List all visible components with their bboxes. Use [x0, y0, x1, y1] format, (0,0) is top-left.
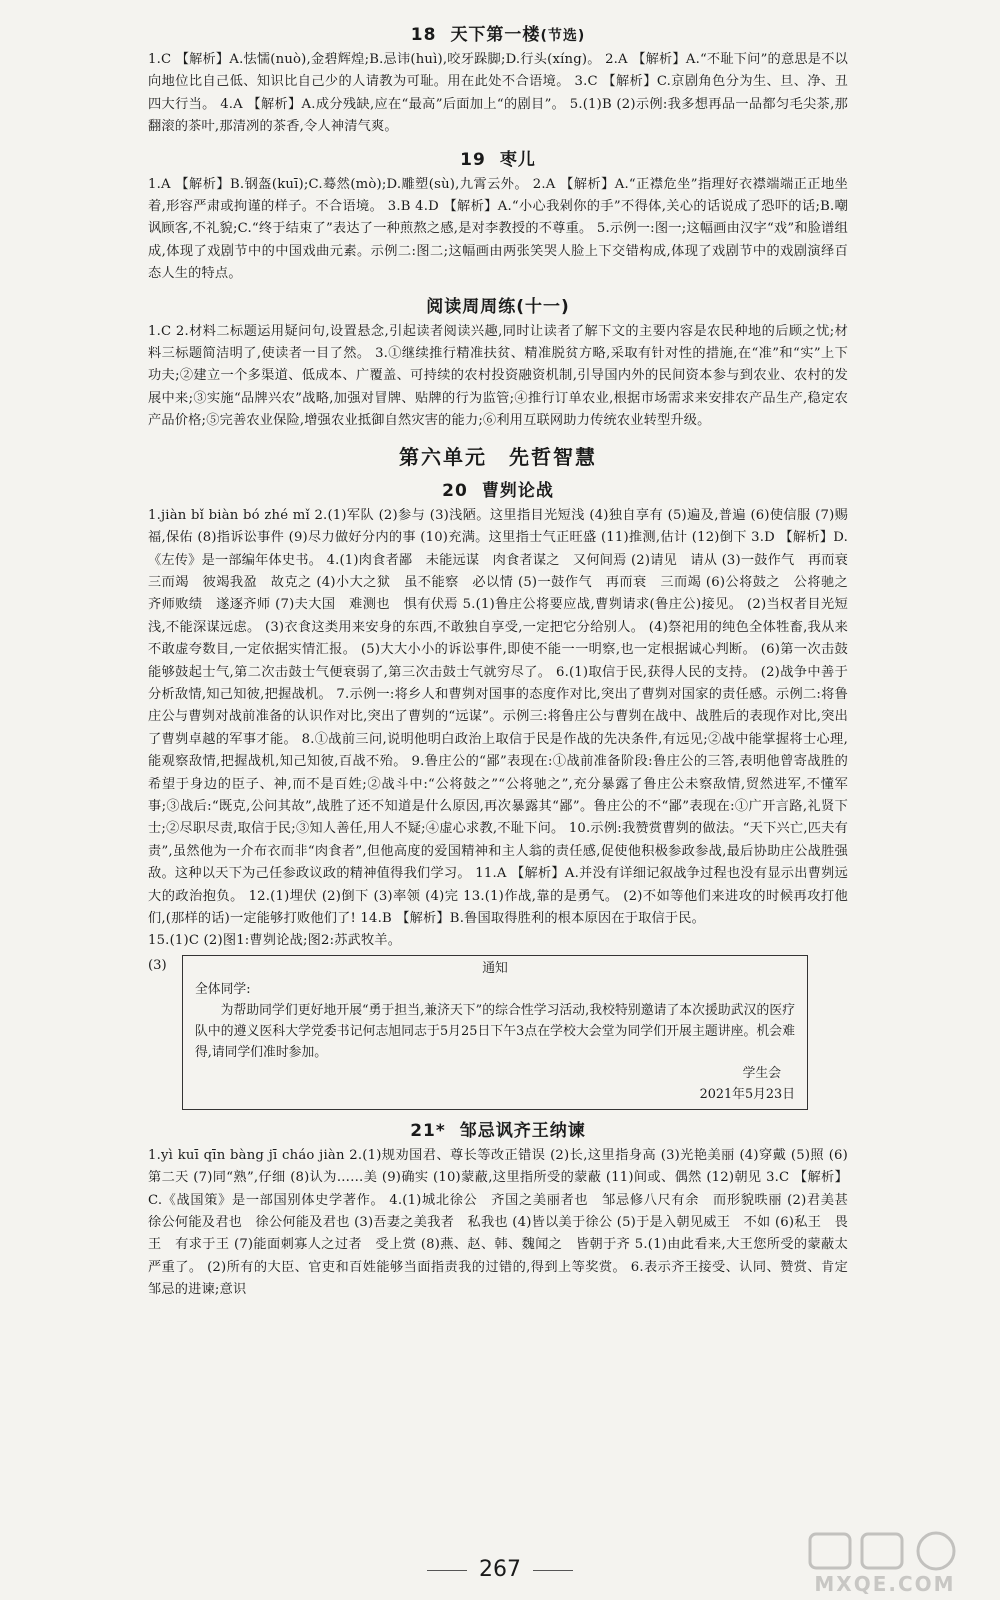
- section-19-answers: 1.A 【解析】B.钢盔(kuī);C.蓦然(mò);D.雕塑(sù),九霄云外。 2.A 【解析】A.“正襟危坐”指理好衣襟端端正正地坐着,形容严肃或拘谨的样子。不合语境。 3.B 4.D 【解析】A.“小心我剁你的手”不得体,关心的话说成了恐吓的话;B.嘲讽顾客,不礼貌;C.“终于结束了”表达了一种煎熬之感,是对李教授的不尊重。 5.示例一:图一;这幅画由汉字“戏”和脸谱组成,体现了戏剧节中的中国戏曲元素。示例二:图二;这幅画由两张笑哭人脸上下交错构成,体现了戏剧节中的戏剧演绎百态人生的特点。: [148, 176, 848, 282]
- section-20-answers: 1.jiàn bǐ biàn bó zhé mǐ 2.(1)军队 (2)参与 (3)浅陋。这里指目光短浅 (4)独自享有 (5)遍及,普遍 (6)使信服 (7)赐福,保佑 (8)指诉讼事件 (9)尽力做好分内的事 (10)充满。这里指士气正旺盛 (11)推测,估计 (12)倒下 3.D 【解析】D.《左传》是一部编年体史书。 4.(1)肉食者鄙 未能远谋 肉食者谋之 又何间焉 (2)请见 请从 (3)一鼓作气 再而衰 三而竭 彼竭我盈 故克之 (4)小大之狱 虽不能察 必以情 (5)一鼓作气 再而衰 三而竭 (6)公将鼓之 公将驰之 齐师败绩 遂逐齐师 (7)夫大国 难测也 惧有伏焉 5.(1)鲁庄公将要应战,曹刿请求(鲁庄公)接见。 (2)当权者目光短浅,不能深谋远虑。 (3)衣食这类用来安身的东西,不敢独自享受,一定把它分给别人。 (4)祭祀用的纯色全体牲畜,我从来不敢虚夸数目,一定依据实情汇报。 (5)大大小小的诉讼事件,即使不能一一明察,也一定根据诚心判断。 (6)第一次击鼓能够鼓起士气,第二次击鼓士气便衰弱了,第三次击鼓士气就穷尽了。 6.(1)取信于民,获得人民的支持。 (2)战争中善于分析敌情,知己知彼,把握战机。 7.示例一:将乡人和曹刿对国事的态度作对比,突出了曹刿对国家的责任感。示例二:将鲁庄公与曹刿对战前准备的认识作对比,突出了曹刿的“远谋”。示例三:将鲁庄公与曹刿在战中、战胜后的表现作对比,突出了曹刿卓越的军事才能。 8.①战前三问,说明他明白政治上取信于民是作战的先决条件,有远见;②战中能掌握将士心理,能观察敌情,把握战机,知己知彼,百战不殆。 9.鲁庄公的“鄙”表现在:①战前准备阶段:鲁庄公的三答,表明他曾寄战胜的希望于身边的臣子、神,而不是百姓;②战斗中:“公将鼓之”“公将驰之”,充分暴露了鲁庄公未察敌情,贸然进军,不懂军事;③战后:“既克,公问其故”,战胜了还不知道是什么原因,再次暴露其“鄙”。鲁庄公的不“鄙”表现在:①广开言路,礼贤下士;②尽职尽责,取信于民;③知人善任,用人不疑;④虚心求教,不耻下问。 10.示例:我赞赏曹刿的做法。“天下兴亡,匹夫有责”,虽然他为一介布衣而非“肉食者”,但他高度的爱国精神和主人翁的责任感,促使他积极参政参战,最后协助庄公战胜强敌。这种以天下为己任参政议政的精神值得我们学习。 11.A 【解析】A.并没有详细记叙战争过程也没有显示出曹刿远大的政治抱负。 12.(1)埋伏 (2)倒下 (3)率领 (4)完 13.(1)作战,靠的是勇气。 (2)不如等他们来进攻的时候再攻打他们,(那样的话)一定能够打败他们了! 14.B 【解析】B.鲁国取得胜利的根本原因在于取信于民。: [148, 507, 862, 926]
- section-name: 阅读周周练(十一): [426, 296, 570, 317]
- notice-title: 通知: [482, 960, 508, 976]
- notice-box: [182, 955, 808, 1110]
- notice-signature: 学生会: [742, 1065, 781, 1081]
- section-name: 曹刿论战: [481, 480, 554, 501]
- page-number-value: 267: [479, 1557, 521, 1582]
- section-number: 18: [410, 25, 437, 45]
- page-number-dash-left: [427, 1570, 467, 1571]
- section-number: 19: [460, 149, 486, 170]
- section-name: 邹忌讽齐王纳谏: [459, 1120, 586, 1141]
- unit-title: 第六单元 先哲智慧: [399, 444, 597, 469]
- notice-body: 为帮助同学们更好地开展“勇于担当,兼济天下”的综合性学习活动,我校特别邀请了本次援助武汉的医疗队中的遵义医科大学党委书记何志旭同志于5月25日下午3点在学校大会堂为同学们开展主题讲座。机会难得,请同学们准时参加。: [195, 1002, 795, 1060]
- section-title-18: [148, 20, 848, 45]
- notice-date: 2021年5月23日: [699, 1086, 795, 1102]
- notice-label: (3): [148, 957, 167, 973]
- section-name: 天下第一楼: [450, 25, 541, 45]
- section-21-answers: 1.yì kuī qīn bàng jī cháo jiàn 2.(1)规劝国君、尊长等改正错误 (2)长,这里指身高 (3)光艳美丽 (4)穿戴 (5)照 (6)第二天 (7)同“熟”,仔细 (8)认为……美 (9)确实 (10)蒙蔽,这里指所受的蒙蔽 (11)间或、偶然 (12)朝见 3.C 【解析】C.《战国策》是一部国别体史学著作。 4.(1)城北徐公 齐国之美丽者也 邹忌修八尺有余 而形貌昳丽 (2)君美甚 徐公何能及君也 徐公何能及君也 (3)吾妻之美我者 私我也 (4)皆以美于徐公 (5)于是入朝见威王 不如 (6)私王 畏王 有求于王 (7)能面刺寡人之过者 受上赏 (8)燕、赵、韩、魏闻之 皆朝于齐 5.(1)由此看来,大王您所受的蒙蔽太严重了。 (2)所有的大臣、官吏和百姓能够当面指责我的过错的,得到上等奖赏。 6.表示齐王接受、认同、赞赏、肯定邹忌的进谏;意识: [148, 1147, 862, 1298]
- watermark-logo: [800, 1528, 970, 1594]
- watermark-text: MXQE.COM: [814, 1572, 956, 1596]
- notice-block: [148, 955, 848, 1110]
- section-18-answers: 1.C 【解析】A.怯懦(nuò),金碧辉煌;B.忌讳(huì),咬牙跺脚;D.行头(xíng)。 2.A 【解析】A.“不耻下问”的意思是不以向地位比自己低、知识比自己少的人请教为可耻。用在此处不合语境。 3.C 【解析】C.京剧角色分为生、旦、净、丑四大行当。 4.A 【解析】A.成分残缺,应在“最高”后面加上“的剧目”。 5.(1)B (2)示例:我多想再品一品都匀毛尖茶,那翻滚的茶叶,那清冽的茶香,令人神清气爽。: [148, 52, 848, 135]
- section-name: 枣儿: [499, 149, 536, 170]
- page-number-dash-right: [533, 1570, 573, 1571]
- notice-greeting: 全体同学:: [195, 981, 251, 997]
- reading-weekly-answers: 1.C 2.材料二标题运用疑问句,设置悬念,引起读者阅读兴趣,同时让读者了解下文的主要内容是农民种地的后顾之忧;材料三标题简洁明了,使读者一目了然。 3.①继续推行精准扶贫、精准脱贫方略,采取有针对性的措施,在“准”和“实”上下功夫;②建立一个多渠道、低成本、广覆盖、可持续的农村投资融资机制,引导国内外的民间资本参与到农业、农村的发展中来;③实施“品牌兴农”战略,加强对冒牌、贴牌的行为监管;④推行订单农业,根据市场需求来安排农产品生产,稳定农产品价格;⑤完善农业保险,增强农业抵御自然灾害的能力;⑥利用互联网助力传统农业转型升级。: [148, 323, 848, 429]
- watermark-icon: [800, 1528, 970, 1574]
- section-number: 21*: [410, 1120, 446, 1141]
- section-title-21: [148, 1116, 848, 1141]
- section-number: 20: [442, 480, 468, 501]
- section-20-q15: 15.(1)C (2)图1:曹刿论战;图2:苏武牧羊。: [148, 933, 402, 949]
- answer-column: [148, 14, 862, 1302]
- section-title-20: [148, 476, 848, 501]
- section-title-reading-weekly: [148, 292, 848, 317]
- section-title-19: [148, 145, 848, 170]
- section-note: (节选): [540, 28, 586, 44]
